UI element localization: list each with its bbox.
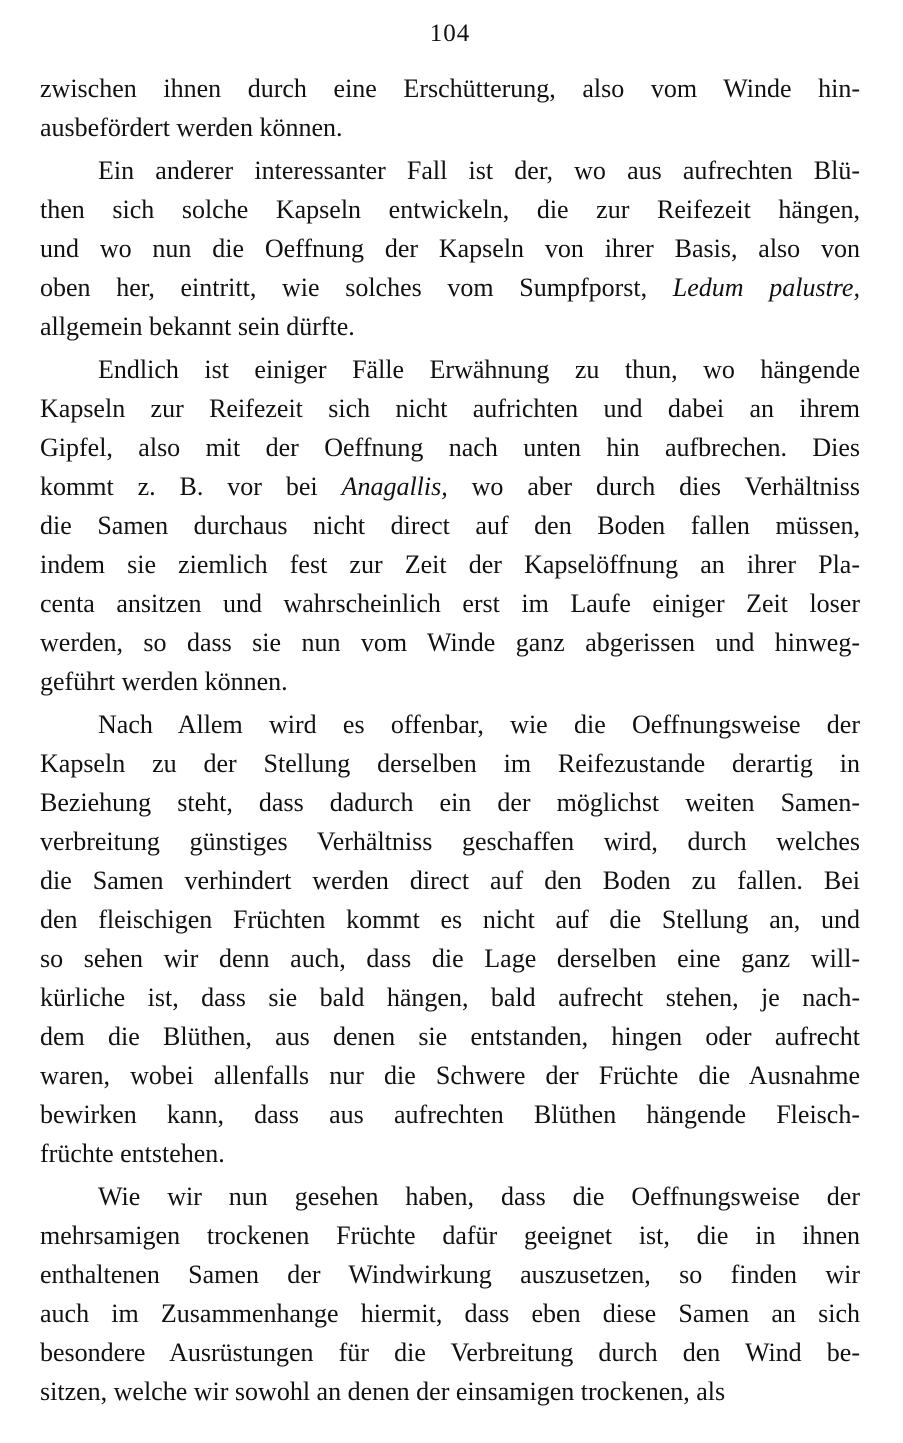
text-segment: geführt werden können. — [40, 667, 288, 696]
text-segment: kommt z. B. vor bei — [40, 472, 342, 501]
text-segment: Ein anderer interessanter Fall ist der, wo aus aufrechten Blü- — [98, 156, 860, 185]
text-segment: zwischen ihnen durch eine Erschütterung, also vom Winde hin- — [40, 74, 860, 103]
text-line — [40, 268, 860, 307]
text-line — [40, 584, 860, 623]
paragraph — [40, 350, 860, 701]
text-line — [40, 350, 860, 389]
text-segment: centa ansitzen und wahrscheinlich erst im Laufe einiger Zeit loser — [40, 589, 860, 618]
text-line — [40, 190, 860, 229]
text-line — [40, 978, 860, 1017]
text-segment: Kapseln zur Reifezeit sich nicht aufrichten und dabei an ihrem — [40, 394, 860, 423]
text-segment: wo aber durch dies Verhältniss — [447, 472, 860, 501]
paragraph — [40, 705, 860, 1173]
text-line — [40, 705, 860, 744]
text-line — [40, 1294, 860, 1333]
text-line — [40, 1017, 860, 1056]
text-line — [40, 1255, 860, 1294]
text-line — [40, 307, 860, 346]
text-segment: Endlich ist einiger Fälle Erwähnung zu thun, wo hängende — [98, 355, 860, 384]
text-segment: allgemein bekannt sein dürfte. — [40, 312, 355, 341]
text-segment: besondere Ausrüstungen für die Verbreitung durch den Wind be- — [40, 1338, 860, 1367]
paragraph — [40, 1177, 860, 1411]
text-line — [40, 1372, 860, 1411]
body-text — [40, 69, 860, 1411]
text-segment: oben her, eintritt, wie solches vom Sumpfporst, — [40, 273, 673, 302]
text-line — [40, 900, 860, 939]
text-segment: enthaltenen Samen der Windwirkung auszusetzen, so finden wir — [40, 1260, 860, 1289]
text-line — [40, 428, 860, 467]
text-segment: und wo nun die Oeffnung der Kapseln von ihrer Basis, also von — [40, 234, 860, 263]
text-line — [40, 861, 860, 900]
text-line — [40, 151, 860, 190]
text-segment: Nach Allem wird es offenbar, wie die Oeffnungsweise der — [98, 710, 860, 739]
text-line — [40, 506, 860, 545]
text-segment: indem sie ziemlich fest zur Zeit der Kapselöffnung an ihrer Pla- — [40, 550, 860, 579]
text-segment: so sehen wir denn auch, dass die Lage derselben eine ganz will- — [40, 944, 860, 973]
text-segment: mehrsamigen trockenen Früchte dafür geeignet ist, die in ihnen — [40, 1221, 860, 1250]
text-line — [40, 1056, 860, 1095]
text-segment: waren, wobei allenfalls nur die Schwere der Früchte die Ausnahme — [40, 1061, 860, 1090]
text-segment: dem die Blüthen, aus denen sie entstanden, hingen oder aufrecht — [40, 1022, 860, 1051]
text-segment: werden, so dass sie nun vom Winde ganz abgerissen und hinweg- — [40, 628, 860, 657]
text-line — [40, 389, 860, 428]
text-line — [40, 1095, 860, 1134]
italic-term: Ledum palustre, — [672, 273, 860, 302]
text-segment: Kapseln zu der Stellung derselben im Reifezustande derartig in — [40, 749, 860, 778]
text-line — [40, 229, 860, 268]
text-segment: verbreitung günstiges Verhältniss geschaffen wird, durch welches — [40, 827, 860, 856]
text-line — [40, 108, 860, 147]
text-segment: auch im Zusammenhange hiermit, dass eben diese Samen an sich — [40, 1299, 860, 1328]
text-line — [40, 69, 860, 108]
text-segment: den fleischigen Früchten kommt es nicht auf die Stellung an, und — [40, 905, 860, 934]
text-line — [40, 744, 860, 783]
text-line — [40, 1216, 860, 1255]
text-segment: kürliche ist, dass sie bald hängen, bald aufrecht stehen, je nach- — [40, 983, 860, 1012]
text-segment: die Samen verhindert werden direct auf den Boden zu fallen. Bei — [40, 866, 860, 895]
italic-term: Anagallis, — [341, 472, 448, 501]
text-line — [40, 545, 860, 584]
text-line — [40, 467, 860, 506]
text-segment: Wie wir nun gesehen haben, dass die Oeffnungsweise der — [98, 1182, 860, 1211]
text-segment: sitzen, welche wir sowohl an denen der einsamigen trockenen, als — [40, 1377, 726, 1406]
text-line — [40, 939, 860, 978]
text-segment: Gipfel, also mit der Oeffnung nach unten hin aufbrechen. Dies — [40, 433, 860, 462]
text-line — [40, 623, 860, 662]
text-line — [40, 662, 860, 701]
text-segment: die Samen durchaus nicht direct auf den Boden fallen müssen, — [40, 511, 860, 540]
text-line — [40, 822, 860, 861]
text-segment: ausbefördert werden können. — [40, 113, 343, 142]
text-segment: bewirken kann, dass aus aufrechten Blüthen hängende Fleisch- — [40, 1100, 860, 1129]
text-segment: früchte entstehen. — [40, 1139, 225, 1168]
paragraph — [40, 69, 860, 147]
text-segment: Beziehung steht, dass dadurch ein der möglichst weiten Samen- — [40, 788, 860, 817]
text-line — [40, 1177, 860, 1216]
text-segment: then sich solche Kapseln entwickeln, die zur Reifezeit hängen, — [40, 195, 860, 224]
text-line — [40, 1333, 860, 1372]
paragraph — [40, 151, 860, 346]
text-line — [40, 783, 860, 822]
text-line — [40, 1134, 860, 1173]
page-number: 104 — [429, 20, 471, 47]
